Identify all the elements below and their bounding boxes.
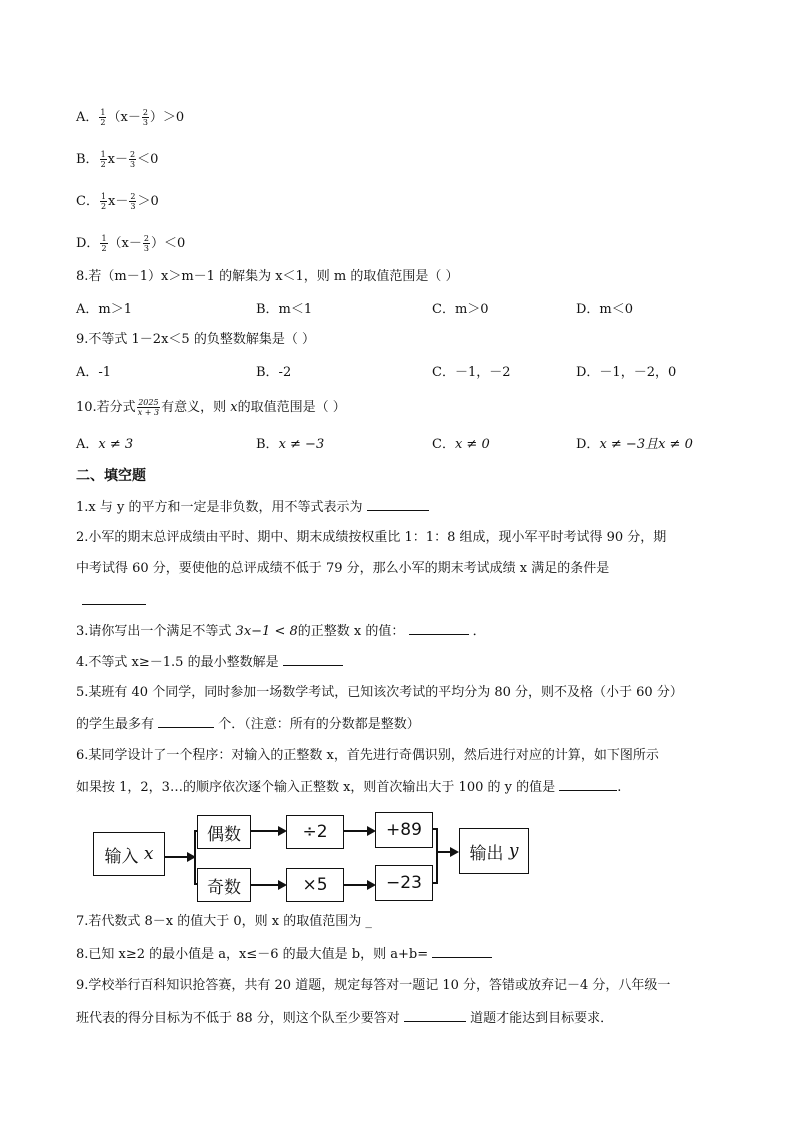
question-8-stem: 8.若（m－1）x＞m－1 的解集为 x＜1，则 m 的取值范围是（ ） (76, 269, 459, 284)
q-text: 8.已知 x≥2 的最小值是 a，x≤－6 的最大值是 b，则 a+b= (76, 947, 429, 962)
q-text: 1.x 与 y 的平方和一定是非负数，用不等式表示为 (76, 500, 363, 515)
option-math: x ≠ 3 (98, 437, 134, 452)
fraction-num: 1 (100, 108, 106, 117)
option-text: ）＞0 (149, 110, 185, 125)
fill-question-6-line2 (76, 778, 621, 797)
q-text: 班代表的得分目标为不低于 88 分，则这个队至少要答对 (76, 1011, 400, 1026)
fill-question-9-line1: 9.学校举行百科知识抢答赛，共有 20 道题，规定每答对一题记 10 分，答错或放弃记－4 分，八年级一 (76, 978, 671, 993)
option-text: ＜0 (137, 152, 159, 167)
fraction-den: 2 (100, 202, 107, 211)
fraction-num: 2 (130, 192, 136, 201)
q-text: 的学生最多有 (76, 717, 155, 732)
fill-question-4 (76, 653, 343, 672)
q-text: 个．（注意：所有的分数都是整数） (218, 717, 420, 732)
option-a-prev (76, 108, 184, 127)
section-heading: 二、填空题 (76, 468, 146, 484)
q-text: 7.若代数式 8－x 的值大于 0，则 x 的取值范围为 (76, 914, 362, 929)
fill-question-1 (76, 498, 429, 517)
fraction-num: 2 (142, 108, 148, 117)
flow-arrow (344, 830, 374, 832)
q10-text: 10.若分式 (76, 400, 136, 415)
fraction (143, 234, 150, 253)
fraction-den: 2 (100, 118, 106, 127)
fill-question-3 (76, 622, 486, 641)
fill-question-6-line1: 6.某同学设计了一个程序：对输入的正整数 x，首先进行奇偶识别，然后进行对应的计算，如下图所示 (76, 748, 659, 763)
fraction-den: 3 (142, 118, 148, 127)
q-text: 道题才能达到目标要求． (470, 1011, 614, 1026)
q10-option-a (76, 436, 133, 454)
flow-arrow (251, 884, 285, 886)
q10-text: 有意义，则 (161, 400, 227, 415)
flow-merge-line (436, 828, 438, 884)
fraction-den: x + 3 (137, 408, 160, 417)
fraction (99, 108, 106, 127)
option-text: x－ (108, 194, 129, 209)
q10-option-b (256, 436, 324, 454)
option-label: B． (76, 152, 99, 167)
fraction-num: 1 (100, 192, 107, 201)
fill-question-2-line1: 2.小军的期末总评成绩由平时、期中、期末成绩按权重比 1：1：8 组成，现小军平时考试得 90 分，期 (76, 530, 667, 545)
fraction-den: 3 (130, 160, 136, 169)
flow-arrow (164, 856, 194, 858)
q-text: 如果按 1，2，3…的顺序依次逐个输入正整数 x，则首次输出大于 100 的 y 的值是 (76, 780, 556, 795)
q10-text: 的取值范围是（ ） (237, 400, 346, 415)
fill-question-7 (76, 913, 372, 931)
q-text: . (617, 780, 622, 795)
option-math: x ≠ −3 (278, 437, 325, 452)
option-label: C． (432, 437, 455, 452)
flow-arrow (344, 884, 374, 886)
fraction-den: 2 (100, 160, 106, 169)
fraction-den: 2 (101, 244, 107, 253)
q-text: 的正整数 x 的值： (297, 624, 405, 639)
answer-blank[interactable] (367, 498, 429, 511)
question-10-stem (76, 398, 346, 417)
q-text: 4.不等式 x≥－1.5 的最小整数解是 (76, 655, 279, 670)
fraction (137, 398, 160, 417)
option-text: ）＜0 (150, 236, 186, 251)
option-text: ＞0 (137, 194, 159, 209)
q3-math: 3x−1 < 8 (235, 624, 298, 639)
q10-option-c (432, 436, 490, 454)
option-b-prev (76, 150, 158, 169)
answer-blank[interactable]: _ (365, 914, 372, 929)
q8-option-a: A．m＞1 (76, 302, 132, 317)
fraction-num: 1 (100, 150, 106, 159)
answer-blank[interactable] (158, 715, 214, 728)
flow-arrow (437, 851, 457, 853)
q9-option-d: D．－1，－2，0 (576, 365, 677, 380)
q8-option-c: C．m＞0 (432, 302, 489, 317)
flow-minus-box: −23 (375, 865, 433, 901)
fraction-num: 2 (130, 150, 136, 159)
q9-option-b: B．-2 (256, 365, 292, 380)
option-label: C． (76, 194, 99, 209)
option-label: A． (76, 110, 99, 125)
option-math: x ≠ −3且x ≠ 0 (599, 437, 693, 452)
flow-input-label: 输入 (104, 846, 139, 867)
fraction-den: 3 (130, 202, 136, 211)
answer-blank[interactable] (283, 653, 343, 666)
fraction (129, 192, 136, 211)
option-label: D． (76, 236, 100, 251)
q-text: 3.请你写出一个满足不等式 (76, 624, 232, 639)
fill-question-9-line2 (76, 1009, 613, 1028)
answer-blank[interactable] (432, 945, 492, 958)
q9-option-c: C．－1，－2 (432, 365, 511, 380)
q8-option-d: D．m＜0 (576, 302, 634, 317)
flow-output-label: 输出 (469, 843, 504, 864)
fraction-num: 2025 (138, 398, 159, 407)
flow-branch-line (194, 830, 196, 883)
option-c-prev (76, 192, 159, 211)
flow-odd-box: 奇数 (197, 868, 251, 902)
fraction (100, 150, 107, 169)
q10-option-d (576, 436, 693, 454)
flow-even-box: 偶数 (197, 815, 251, 849)
question-9-stem: 9.不等式 1－2x＜5 的负整数解集是（ ） (76, 332, 315, 347)
fraction-num: 2 (143, 234, 149, 243)
flow-arrow (251, 830, 285, 832)
flow-divide-box: ÷2 (286, 815, 344, 849)
fraction-num: 1 (101, 234, 107, 243)
fill-question-5-line2 (76, 715, 420, 734)
fraction (100, 192, 107, 211)
q-text: ． (472, 624, 486, 639)
fill-question-2-blank-line (82, 592, 146, 611)
flow-multiply-box: ×5 (286, 868, 344, 902)
option-label: D． (576, 437, 600, 452)
q8-option-b: B．m＜1 (256, 302, 313, 317)
option-text: （x－ (108, 236, 142, 251)
fill-question-2-line2: 中考试得 60 分，要使他的总评成绩不低于 79 分，那么小军的期末考试成绩 x 满足的条件是 (76, 561, 610, 576)
option-label: B． (256, 437, 279, 452)
answer-blank[interactable] (404, 1009, 466, 1022)
fraction (129, 150, 136, 169)
q9-option-a: A．-1 (76, 365, 112, 380)
flow-output-box (459, 828, 529, 874)
answer-blank[interactable] (409, 622, 469, 635)
option-label: A． (76, 437, 99, 452)
fraction (142, 108, 149, 127)
answer-blank[interactable] (559, 778, 617, 791)
answer-blank[interactable] (82, 592, 146, 605)
option-text: （x－ (107, 110, 141, 125)
fill-question-5-line1: 5.某班有 40 个同学，同时参加一场数学考试，已知该次考试的平均分为 80 分，则不及格（小于 60 分） (76, 685, 683, 700)
flow-input-box (93, 832, 165, 876)
fraction-den: 3 (143, 244, 149, 253)
option-text: x－ (107, 152, 128, 167)
flow-plus-box: +89 (375, 812, 433, 848)
option-d-prev (76, 234, 185, 253)
option-math: x ≠ 0 (454, 437, 490, 452)
q10-var: x (230, 400, 238, 415)
fraction (100, 234, 107, 253)
fill-question-8 (76, 945, 492, 964)
flow-output-var: y (508, 841, 519, 861)
flow-input-var: x (143, 844, 154, 864)
